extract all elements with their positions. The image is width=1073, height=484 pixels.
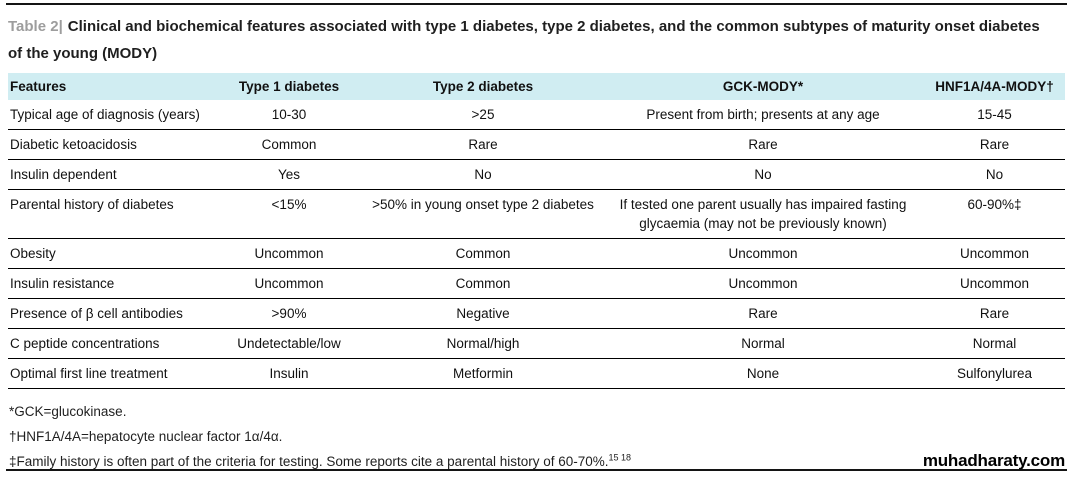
value-cell: Rare [924,130,1065,160]
feature-cell: Presence of β cell antibodies [8,299,214,329]
value-cell: Sulfonylurea [924,359,1065,389]
value-cell: No [924,160,1065,190]
table-number-label: Table 2 [8,18,59,35]
table-row [8,299,1065,329]
value-cell: Common [214,130,364,160]
value-cell: <15% [214,190,364,239]
table-row [8,329,1065,359]
value-cell: Normal/high [364,329,602,359]
feature-cell: C peptide concentrations [8,329,214,359]
value-cell: Uncommon [214,239,364,269]
top-rule [6,3,1067,5]
feature-cell: Optimal first line treatment [8,359,214,389]
table-body [8,100,1065,389]
features-table [8,73,1065,389]
value-cell: Rare [602,299,924,329]
table-row [8,239,1065,269]
caption-separator: | [58,18,63,35]
value-cell: None [602,359,924,389]
value-cell: Metformin [364,359,602,389]
value-cell: Uncommon [602,269,924,299]
value-cell: Rare [602,130,924,160]
table-row [8,269,1065,299]
value-cell: Rare [924,299,1065,329]
table-row [8,100,1065,130]
value-cell: >25 [364,100,602,130]
value-cell: 15-45 [924,100,1065,130]
table-row [8,190,1065,239]
value-cell: No [364,160,602,190]
feature-cell: Insulin resistance [8,269,214,299]
column-header: Type 2 diabetes [364,73,602,100]
value-cell: Uncommon [602,239,924,269]
value-cell: 60-90%‡ [924,190,1065,239]
column-header: HNF1A/4A-MODY† [924,73,1065,100]
feature-cell: Typical age of diagnosis (years) [8,100,214,130]
value-cell: Negative [364,299,602,329]
value-cell: Uncommon [924,239,1065,269]
bottom-rule [6,469,1067,471]
value-cell: Uncommon [214,269,364,299]
value-cell: If tested one parent usually has impaired fasting glycaemia (may not be previously known) [602,190,924,239]
footnotes [9,399,1009,474]
footnote: †HNF1A/4A=hepatocyte nuclear factor 1α/4α. [9,429,283,444]
value-cell: Normal [924,329,1065,359]
watermark-text: muhadharaty.com [922,451,1065,470]
value-cell: Uncommon [924,269,1065,299]
column-header: Features [8,73,214,100]
column-header: GCK-MODY* [602,73,924,100]
feature-cell: Obesity [8,239,214,269]
value-cell: >50% in young onset type 2 diabetes [364,190,602,239]
value-cell: Normal [602,329,924,359]
reference-superscript: 15 18 [608,452,632,463]
value-cell: Present from birth; presents at any age [602,100,924,130]
table-row [8,160,1065,190]
footnote: *GCK=glucokinase. [9,404,127,419]
value-cell: 10-30 [214,100,364,130]
feature-cell: Diabetic ketoacidosis [8,130,214,160]
value-cell: Common [364,269,602,299]
feature-cell: Parental history of diabetes [8,190,214,239]
value-cell: Undetectable/low [214,329,364,359]
value-cell: >90% [214,299,364,329]
value-cell: Rare [364,130,602,160]
table-header-row [8,73,1065,100]
value-cell: Insulin [214,359,364,389]
table-row [8,359,1065,389]
column-header: Type 1 diabetes [214,73,364,100]
table-row [8,130,1065,160]
value-cell: No [602,160,924,190]
caption-text: Clinical and biochemical features associated with type 1 diabetes, type 2 diabetes, and the common subtypes of maturity onset diabetes of the young (MODY) [8,18,1040,62]
table-caption [8,13,1056,67]
value-cell: Common [364,239,602,269]
footnote: ‡Family history is often part of the criteria for testing. Some reports cite a parental history of 60-70%.$^{15 18}$ [9,452,632,469]
value-cell: Yes [214,160,364,190]
feature-cell: Insulin dependent [8,160,214,190]
